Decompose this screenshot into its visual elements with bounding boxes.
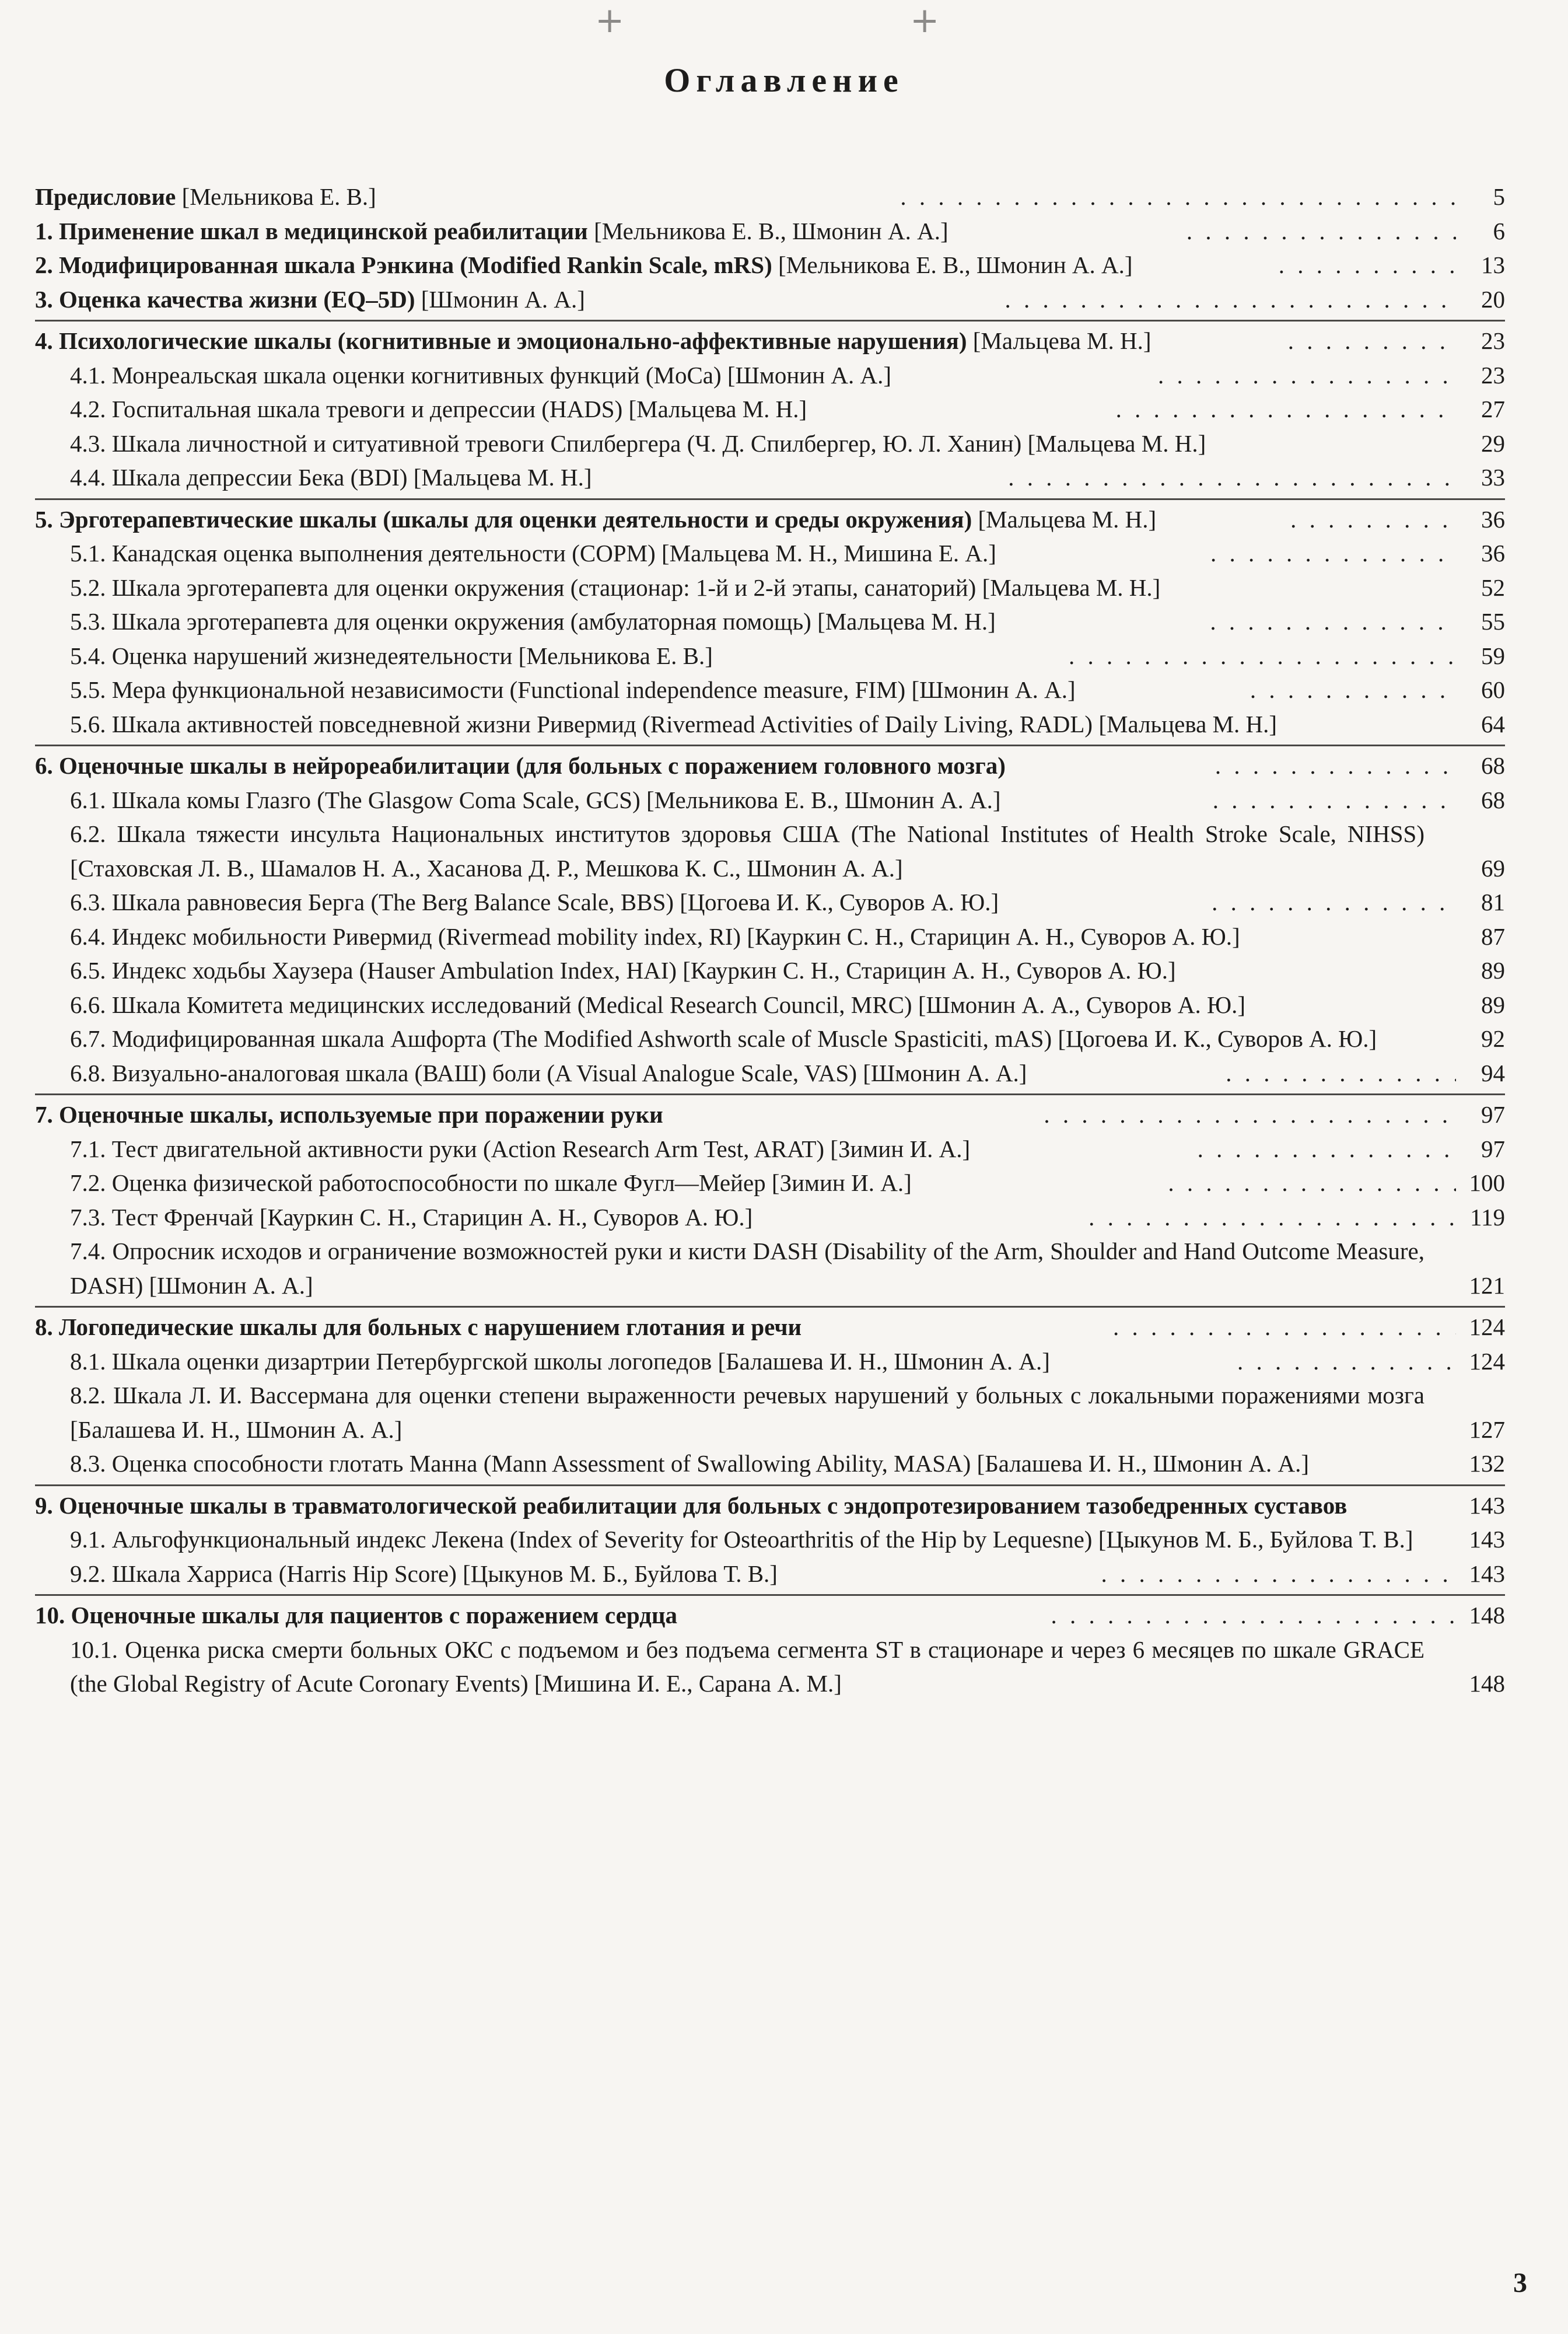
toc-section[interactable]: [35, 392, 1505, 427]
toc-page-number: 94: [1481, 1059, 1506, 1086]
toc-section[interactable]: [35, 1344, 1505, 1379]
toc-chapter[interactable]: [35, 1594, 1505, 1633]
toc-page-number: 23: [1481, 327, 1506, 354]
toc-page-number: 33: [1481, 464, 1506, 491]
toc-section[interactable]: [35, 1166, 1505, 1200]
toc-entry-heading: 6.4. Индекс мобильности Ривермид (Rivermead mobility index, RI) [Кауркин С. Н., Старицин А. Н., Суворов А. Ю.]: [70, 923, 1240, 950]
toc-entry-heading: 5.1. Канадская оценка выполнения деятельности (COPM) [Мальцева М. Н., Мишина Е. А.]: [70, 540, 996, 567]
toc-page-number: 36: [1481, 505, 1506, 533]
toc-section[interactable]: [35, 358, 1505, 393]
toc-entry-title: [70, 1557, 1097, 1591]
toc-section[interactable]: [35, 1132, 1505, 1166]
toc-page-number: 5: [1493, 183, 1506, 210]
toc-page-number: 60: [1481, 676, 1506, 703]
toc-entry-heading: 5.5. Мера функциональной независимости (Functional independence measure, FIM) [Шмонин А. А.]: [70, 676, 1076, 703]
toc-entry-title: [70, 536, 1207, 571]
toc-entry-heading: 2. Модифицированная шкала Рэнкина (Modified Rankin Scale, mRS): [35, 251, 772, 278]
toc-entry-heading: 5.6. Шкала активностей повседневной жизни Ривермид (Rivermead Activities of Daily Living, RADL) [Мальцева М. Н.]: [70, 710, 1278, 738]
toc-section[interactable]: [35, 605, 1505, 639]
page-title: Оглавление: [664, 61, 904, 99]
toc-entry-title: [70, 427, 1424, 461]
toc-entry-heading: 1. Применение шкал в медицинской реабилитации: [35, 217, 588, 244]
toc-section[interactable]: [35, 1557, 1505, 1591]
toc-chapter[interactable]: [35, 248, 1505, 282]
dot-leader: [1198, 1132, 1456, 1166]
corner-crosshair-left: +: [595, 0, 625, 41]
toc-entry-heading: 4.3. Шкала личностной и ситуативной тревоги Спилбергера (Ч. Д. Спилбергер, Ю. Л. Ханин) [Мальцева М. Н.]: [70, 429, 1206, 457]
toc-page-number: 23: [1481, 361, 1505, 389]
dot-leader: [1101, 1557, 1456, 1591]
toc-entry-authors: [Мельникова Е. В., Шмонин А. А.]: [772, 251, 1133, 278]
dot-leader: [1044, 1098, 1456, 1132]
dot-leader: [1250, 673, 1456, 707]
toc-entry-title: [35, 214, 1183, 249]
toc-entry-title: [70, 1234, 1424, 1302]
toc-entry-title: [70, 1166, 1164, 1200]
toc-entry-heading: 8.3. Оценка способности глотать Манна (Mann Assessment of Swallowing Ability, MASA) [Балашева И. Н., Шмонин А. А.]: [70, 1450, 1309, 1477]
toc-entry-title: [35, 282, 1001, 317]
dot-leader: [900, 180, 1456, 214]
toc-entry-heading: 6. Оценочные шкалы в нейрореабилитации (для больных с поражением головного мозга): [35, 752, 1006, 779]
toc-page-number: 52: [1481, 574, 1505, 601]
toc-entry-heading: 7.4. Опросник исходов и ограничение возможностей руки и кисти DASH (Disability of the Arm, Shoulder and Hand Outcome Measure, DASH) [Шмонин А. А.]: [70, 1238, 1424, 1299]
toc-page-number: 89: [1481, 991, 1505, 1018]
toc-page-number: 87: [1481, 923, 1505, 950]
dot-leader: [1051, 1598, 1456, 1633]
toc-page-number: 55: [1481, 608, 1505, 635]
toc-page-number: 100: [1469, 1169, 1505, 1196]
toc-entry-title: [70, 988, 1424, 1022]
toc-entry-title: [70, 783, 1209, 817]
toc-page-number: 127: [1469, 1416, 1505, 1443]
dot-leader: [1008, 460, 1456, 495]
toc-section[interactable]: [35, 1022, 1505, 1056]
toc-entry-title: [70, 1522, 1424, 1557]
toc-entry-heading: 8.1. Шкала оценки дизартрии Петербургской школы логопедов [Балашева И. Н., Шмонин А. А.]: [70, 1347, 1050, 1375]
toc-entry-title: [70, 673, 1247, 707]
table-of-contents: [35, 180, 1505, 1701]
toc-entry-title: [35, 1598, 1047, 1633]
toc-chapter[interactable]: [35, 320, 1505, 358]
toc-entry-heading: 9. Оценочные шкалы в травматологической реабилитации для больных с эндопротезированием тазобедренных суставов: [35, 1491, 1348, 1519]
toc-entry-authors: [Мельникова Е. В.]: [176, 183, 376, 210]
toc-page-number: 143: [1469, 1526, 1505, 1553]
toc-page-number: 124: [1469, 1313, 1505, 1340]
toc-section[interactable]: [35, 460, 1505, 495]
toc-section[interactable]: [35, 1056, 1505, 1091]
dot-leader: [1290, 502, 1456, 537]
toc-chapter[interactable]: [35, 498, 1505, 537]
toc-entry-heading: 4.2. Госпитальная шкала тревоги и депрессии (HADS) [Мальцева М. Н.]: [70, 396, 807, 422]
toc-section[interactable]: [35, 988, 1505, 1022]
toc-entry-heading: 8. Логопедические шкалы для больных с нарушением глотания и речи: [35, 1313, 802, 1340]
toc-page-number: 27: [1481, 396, 1506, 422]
toc-section[interactable]: [35, 1378, 1505, 1446]
dot-leader: [1226, 1056, 1456, 1091]
toc-entry-authors: [Мальцева М. Н.]: [967, 327, 1152, 354]
toc-entry-title: [35, 1310, 1110, 1344]
toc-page-number: 119: [1470, 1203, 1506, 1231]
toc-entry-title: [70, 392, 1112, 427]
toc-section[interactable]: [35, 536, 1505, 571]
toc-page-number: 29: [1481, 429, 1505, 457]
toc-section[interactable]: [35, 639, 1505, 673]
toc-page-number: 121: [1469, 1271, 1505, 1299]
toc-entry-title: [70, 571, 1424, 605]
toc-entry-heading: 8.2. Шкала Л. И. Вассермана для оценки степени выраженности речевых нарушений у больных с локальными поражениями мозга [Балашева И. Н., Шмонин А. А.]: [70, 1382, 1424, 1443]
toc-entry-title: [70, 953, 1424, 988]
toc-chapter[interactable]: [35, 1306, 1505, 1344]
toc-chapter[interactable]: [35, 214, 1505, 249]
toc-section[interactable]: [35, 885, 1505, 920]
dot-leader: [1210, 605, 1456, 639]
toc-page-number: 36: [1481, 540, 1506, 567]
toc-chapter[interactable]: [35, 1484, 1505, 1523]
toc-page-number: 89: [1481, 957, 1505, 984]
toc-page-number: 6: [1493, 217, 1505, 244]
toc-entry-title: [70, 817, 1424, 885]
toc-section[interactable]: [35, 817, 1505, 885]
toc-entry-title: [70, 1633, 1424, 1701]
toc-page-number: 124: [1469, 1347, 1505, 1375]
toc-page-number: 68: [1481, 752, 1505, 779]
toc-page-number: 81: [1481, 889, 1506, 916]
toc-section[interactable]: [35, 783, 1505, 817]
toc-chapter[interactable]: [35, 180, 1505, 214]
toc-page-number: 148: [1469, 1602, 1505, 1629]
toc-page-number: 68: [1481, 786, 1506, 813]
toc-section[interactable]: [35, 920, 1505, 954]
toc-entry-heading: 4. Психологические шкалы (когнитивные и эмоционально-аффективные нарушения): [35, 327, 967, 354]
dot-leader: [1088, 1200, 1456, 1235]
toc-section[interactable]: [35, 1446, 1505, 1481]
toc-page-number: 143: [1469, 1491, 1505, 1519]
toc-chapter[interactable]: [35, 745, 1505, 783]
dot-leader: [1158, 358, 1456, 393]
toc-section[interactable]: [35, 953, 1505, 988]
dot-leader: [1213, 783, 1456, 817]
toc-entry-title: [70, 885, 1208, 920]
toc-entry-title: [70, 1022, 1424, 1056]
toc-page-number: 97: [1481, 1135, 1506, 1162]
toc-entry-heading: 4.1. Монреальская шкала оценки когнитивных функций (MoCa) [Шмонин А. А.]: [70, 361, 892, 389]
toc-entry-heading: 10. Оценочные шкалы для пациентов с поражением сердца: [35, 1602, 677, 1629]
dot-leader: [1069, 639, 1456, 673]
toc-entry-title: [70, 1056, 1222, 1091]
toc-page-number: 69: [1481, 854, 1505, 882]
corner-crosshair-right: +: [910, 0, 940, 41]
toc-entry-title: [70, 605, 1206, 639]
toc-entry-title: [70, 920, 1424, 954]
toc-entry-heading: 10.1. Оценка риска смерти больных ОКС с подъемом и без подъема сегмента ST в стационаре и через 6 месяцев по шкале GRACE (the Global Registry of Acute Coronary Events) [Мишина И. Е., Сарана А. М.]: [70, 1636, 1424, 1697]
toc-entry-heading: 9.2. Шкала Харриса (Harris Hip Score) [Цыкунов М. Б., Буйлова Т. В.]: [70, 1560, 778, 1587]
toc-entry-title: [70, 1446, 1424, 1481]
toc-entry-heading: 7. Оценочные шкалы, используемые при поражении руки: [35, 1101, 663, 1128]
toc-section[interactable]: [35, 673, 1505, 707]
toc-entry-heading: 5.3. Шкала эрготерапевта для оценки окружения (амбулаторная помощь) [Мальцева М. Н.]: [70, 608, 996, 635]
toc-entry-authors: [Мельникова Е. В., Шмонин А. А.]: [587, 217, 949, 244]
toc-entry-title: [70, 460, 1005, 495]
toc-page-number: 59: [1481, 642, 1506, 669]
toc-entry-heading: 7.1. Тест двигательной активности руки (Action Research Arm Test, ARAT) [Зимин И. А.]: [70, 1135, 971, 1162]
toc-page-number: 143: [1469, 1560, 1505, 1587]
toc-section[interactable]: [35, 707, 1505, 742]
toc-entry-heading: 3. Оценка качества жизни (EQ–5D): [35, 285, 415, 313]
toc-entry-title: [35, 502, 1287, 537]
toc-section[interactable]: [35, 427, 1505, 461]
dot-leader: [1116, 392, 1456, 427]
toc-entry-heading: 6.1. Шкала комы Глазго (The Glasgow Coma Scale, GCS) [Мельникова Е. В., Шмонин А. А.]: [70, 786, 1001, 813]
toc-entry-title: [35, 324, 1284, 358]
toc-entry-heading: 5. Эрготерапевтические шкалы (шкалы для оценки деятельности и среды окружения): [35, 505, 972, 533]
toc-entry-title: [70, 1132, 1194, 1166]
dot-leader: [1279, 248, 1456, 282]
toc-entry-title: [70, 358, 1154, 393]
toc-entry-heading: 6.2. Шкала тяжести инсульта Национальных институтов здоровья США (The National Institutes of Health Stroke Scale, NIHSS) [Стаховская Л. В., Шамалов Н. А., Хасанова Д. Р., Мешкова К. С., Шмонин А. А.]: [70, 820, 1424, 882]
toc-entry-heading: 6.3. Шкала равновесия Берга (The Berg Balance Scale, BBS) [Цогоева И. К., Суворов А. Ю.]: [70, 889, 999, 916]
toc-entry-title: [35, 749, 1212, 783]
dot-leader: [1113, 1310, 1456, 1344]
toc-entry-heading: 6.7. Модифицированная шкала Ашфорта (The Modified Ashworth scale of Muscle Spasticiti, mAS) [Цогоева И. К., Суворов А. Ю.]: [70, 1025, 1377, 1052]
toc-entry-heading: Предисловие: [35, 183, 176, 210]
dot-leader: [1237, 1344, 1456, 1379]
toc-section[interactable]: [35, 1522, 1505, 1557]
page-number: 3: [1513, 2267, 1527, 2298]
dot-leader: [1288, 324, 1456, 358]
toc-entry-heading: 4.4. Шкала депрессии Бека (BDI) [Мальцева М. Н.]: [70, 464, 592, 491]
toc-entry-heading: 5.2. Шкала эрготерапевта для оценки окружения (стационар: 1-й и 2-й этапы, санаторий) [Мальцева М. Н.]: [70, 574, 1161, 601]
toc-entry-title: [35, 1098, 1040, 1132]
toc-section[interactable]: [35, 1633, 1505, 1701]
dot-leader: [1005, 282, 1456, 317]
dot-leader: [1212, 885, 1456, 920]
toc-section[interactable]: [35, 1200, 1505, 1235]
toc-entry-heading: 6.8. Визуально-аналоговая шкала (ВАШ) боли (A Visual Analogue Scale, VAS) [Шмонин А. А.]: [70, 1059, 1027, 1086]
toc-page-number: 148: [1469, 1670, 1505, 1697]
toc-chapter[interactable]: [35, 282, 1505, 317]
toc-entry-title: [35, 180, 897, 214]
toc-entry-authors: [Мальцева М. Н.]: [972, 505, 1157, 533]
toc-chapter[interactable]: [35, 1093, 1505, 1132]
toc-page-number: 92: [1481, 1025, 1505, 1052]
toc-page-number: 13: [1481, 251, 1506, 278]
toc-entry-heading: 7.2. Оценка физической работоспособности по шкале Фугл—Мейер [Зимин И. А.]: [70, 1169, 912, 1196]
dot-leader: [1215, 749, 1456, 783]
toc-entry-authors: [Шмонин А. А.]: [415, 285, 585, 313]
dot-leader: [1186, 214, 1456, 249]
toc-entry-title: [70, 639, 1065, 673]
toc-entry-heading: 7.3. Тест Френчай [Кауркин С. Н., Старицин А. Н., Суворов А. Ю.]: [70, 1203, 753, 1231]
toc-entry-title: [35, 248, 1275, 282]
toc-entry-title: [70, 1344, 1234, 1379]
dot-leader: [1210, 536, 1456, 571]
toc-page-number: 132: [1469, 1450, 1505, 1477]
toc-entry-title: [70, 707, 1424, 742]
toc-entry-title: [70, 1200, 1085, 1235]
toc-page-number: 64: [1481, 710, 1505, 738]
toc-entry-heading: 5.4. Оценка нарушений жизнедеятельности [Мельникова Е. В.]: [70, 642, 713, 669]
toc-entry-heading: 6.6. Шкала Комитета медицинских исследований (Medical Research Council, MRC) [Шмонин А. А., Суворов А. Ю.]: [70, 991, 1245, 1018]
toc-entry-title: [35, 1489, 1424, 1523]
toc-page-number: 20: [1481, 285, 1506, 313]
toc-page-number: 97: [1481, 1101, 1506, 1128]
dot-leader: [1168, 1166, 1456, 1200]
toc-entry-heading: 9.1. Альгофункциональный индекс Лекена (Index of Severity for Osteoarthritis of the Hip by Lequesne) [Цыкунов М. Б., Буйлова Т. В.]: [70, 1526, 1413, 1553]
toc-entry-heading: 6.5. Индекс ходьбы Хаузера (Hauser Ambulation Index, HAI) [Кауркин С. Н., Старицин А. Н., Суворов А. Ю.]: [70, 957, 1176, 984]
toc-section[interactable]: [35, 1234, 1505, 1302]
toc-section[interactable]: [35, 571, 1505, 605]
toc-entry-title: [70, 1378, 1424, 1446]
